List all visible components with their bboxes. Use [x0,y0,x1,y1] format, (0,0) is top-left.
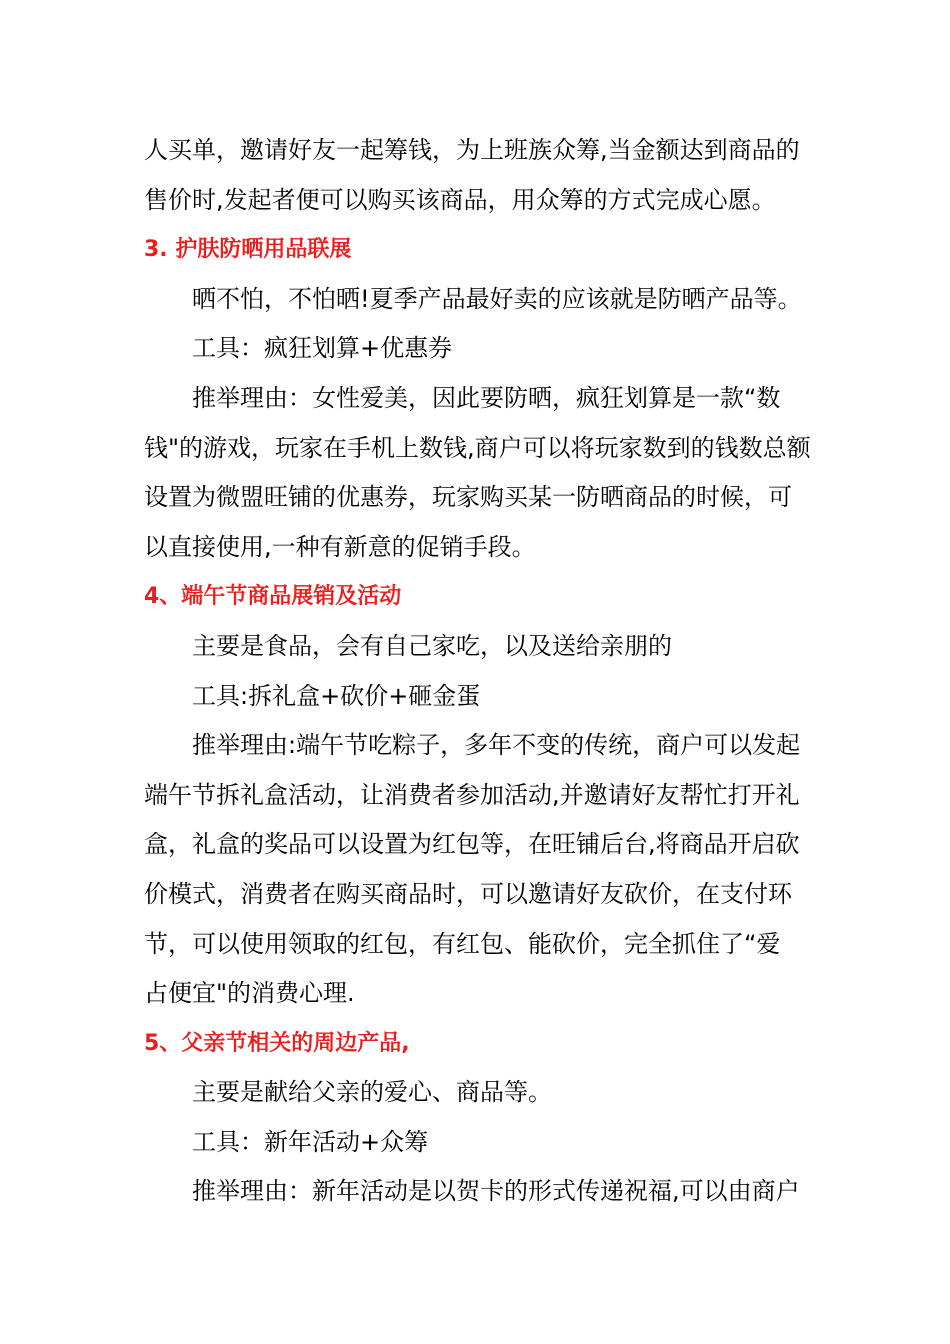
paragraph-line: 推举理由：新年活动是以贺卡的形式传递祝福,可以由商户 [192,1177,800,1206]
paragraph-line: 工具：新年活动+众筹 [192,1127,429,1156]
paragraph-line: 设置为微盟旺铺的优惠券，玩家购买某一防晒商品的时候，可 [144,483,792,512]
paragraph-line: 节，可以使用领取的红包，有红包、能砍价，完全抓住了“爱 [144,929,781,958]
paragraph-line: 主要是献给父亲的爱心、商品等。 [192,1078,552,1107]
section-heading: 4、端午节商品展销及活动 [144,584,402,610]
document-body [144,126,810,1217]
paragraph-line: 占便宜"的消费心理. [144,979,355,1008]
paragraph-line: 工具：疯狂划算+优惠券 [192,334,453,363]
section-heading: 3. 护肤防晒用品联展 [144,237,352,263]
paragraph-line: 盒，礼盒的奖品可以设置为红包等，在旺铺后台,将商品开启砍 [144,830,800,859]
section-heading: 5、父亲节相关的周边产品, [144,1030,410,1056]
paragraph-line: 钱"的游戏，玩家在手机上数钱,商户可以将玩家数到的钱数总额 [144,433,811,462]
paragraph-line: 端午节拆礼盒活动，让消费者参加活动,并邀请好友帮忙打开礼 [144,780,800,809]
paragraph-line: 售价时,发起者便可以购买该商品，用众筹的方式完成心愿。 [144,185,776,214]
paragraph-line: 工具:拆礼盒+砍价+砸金蛋 [192,681,481,710]
paragraph-line: 价模式，消费者在购买商品时，可以邀请好友砍价，在支付环 [144,879,792,908]
paragraph-line: 推举理由：女性爱美，因此要防晒，疯狂划算是一款“数 [192,383,781,412]
paragraph-line: 人买单，邀请好友一起筹钱，为上班族众筹,当金额达到商品的 [144,136,800,164]
paragraph-line: 以直接使用,一种有新意的促销手段。 [144,532,536,561]
paragraph-line: 推举理由:端午节吃粽子，多年不变的传统，商户可以发起 [192,731,801,760]
paragraph-line: 晒不怕，不怕晒!夏季产品最好卖的应该就是防晒产品等。 [192,284,802,313]
paragraph-line: 主要是食品，会有自己家吃，以及送给亲朋的 [192,631,672,660]
